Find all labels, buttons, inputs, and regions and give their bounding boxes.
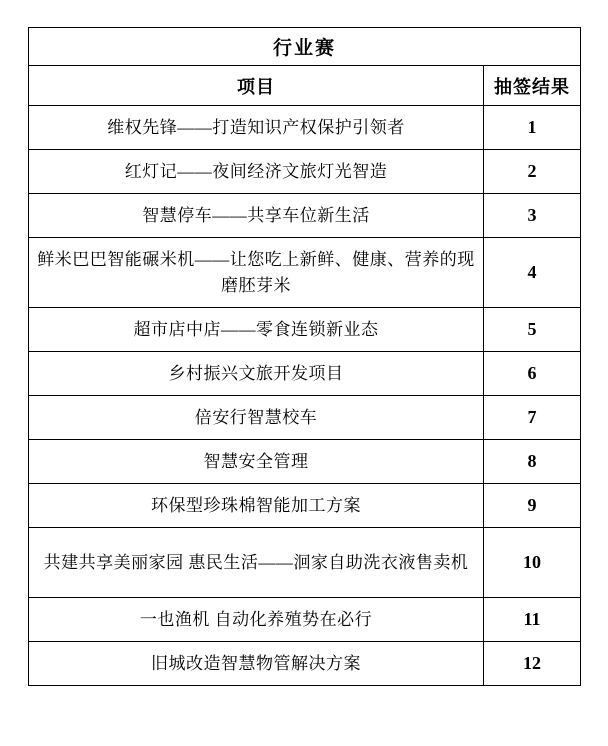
lottery-number: 5 [484,308,581,352]
project-name: 旧城改造智慧物管解决方案 [29,642,484,686]
column-header-result: 抽签结果 [484,66,581,106]
table-row [29,308,581,352]
table-row [29,440,581,484]
table-body [29,28,581,686]
lottery-number: 9 [484,484,581,528]
table-row [29,642,581,686]
project-name: 乡村振兴文旅开发项目 [29,352,484,396]
lottery-number: 10 [484,528,581,598]
lottery-number: 6 [484,352,581,396]
lottery-number: 4 [484,238,581,308]
project-name: 共建共享美丽家园 惠民生活——洄家自助洗衣液售卖机 [29,528,484,598]
lottery-number: 1 [484,106,581,150]
project-name: 红灯记——夜间经济文旅灯光智造 [29,150,484,194]
table-header-row [29,66,581,106]
project-name: 维权先锋——打造知识产权保护引领者 [29,106,484,150]
project-name: 一也渔机 自动化养殖势在必行 [29,598,484,642]
project-name: 智慧停车——共享车位新生活 [29,194,484,238]
project-name: 鲜米巴巴智能碾米机——让您吃上新鲜、健康、营养的现磨胚芽米 [29,238,484,308]
lottery-number: 7 [484,396,581,440]
project-name: 倍安行智慧校车 [29,396,484,440]
table-row [29,598,581,642]
lottery-number: 3 [484,194,581,238]
lottery-number: 2 [484,150,581,194]
table-row [29,238,581,308]
lottery-results-table [28,27,581,686]
project-name: 智慧安全管理 [29,440,484,484]
table-row [29,396,581,440]
lottery-number: 11 [484,598,581,642]
table-row [29,484,581,528]
table-row [29,150,581,194]
table-row [29,352,581,396]
table-title: 行业赛 [29,28,581,66]
table-title-row [29,28,581,66]
table-row [29,106,581,150]
table-row [29,194,581,238]
project-name: 超市店中店——零食连锁新业态 [29,308,484,352]
column-header-project: 项目 [29,66,484,106]
lottery-number: 12 [484,642,581,686]
lottery-number: 8 [484,440,581,484]
project-name: 环保型珍珠棉智能加工方案 [29,484,484,528]
table-row [29,528,581,598]
